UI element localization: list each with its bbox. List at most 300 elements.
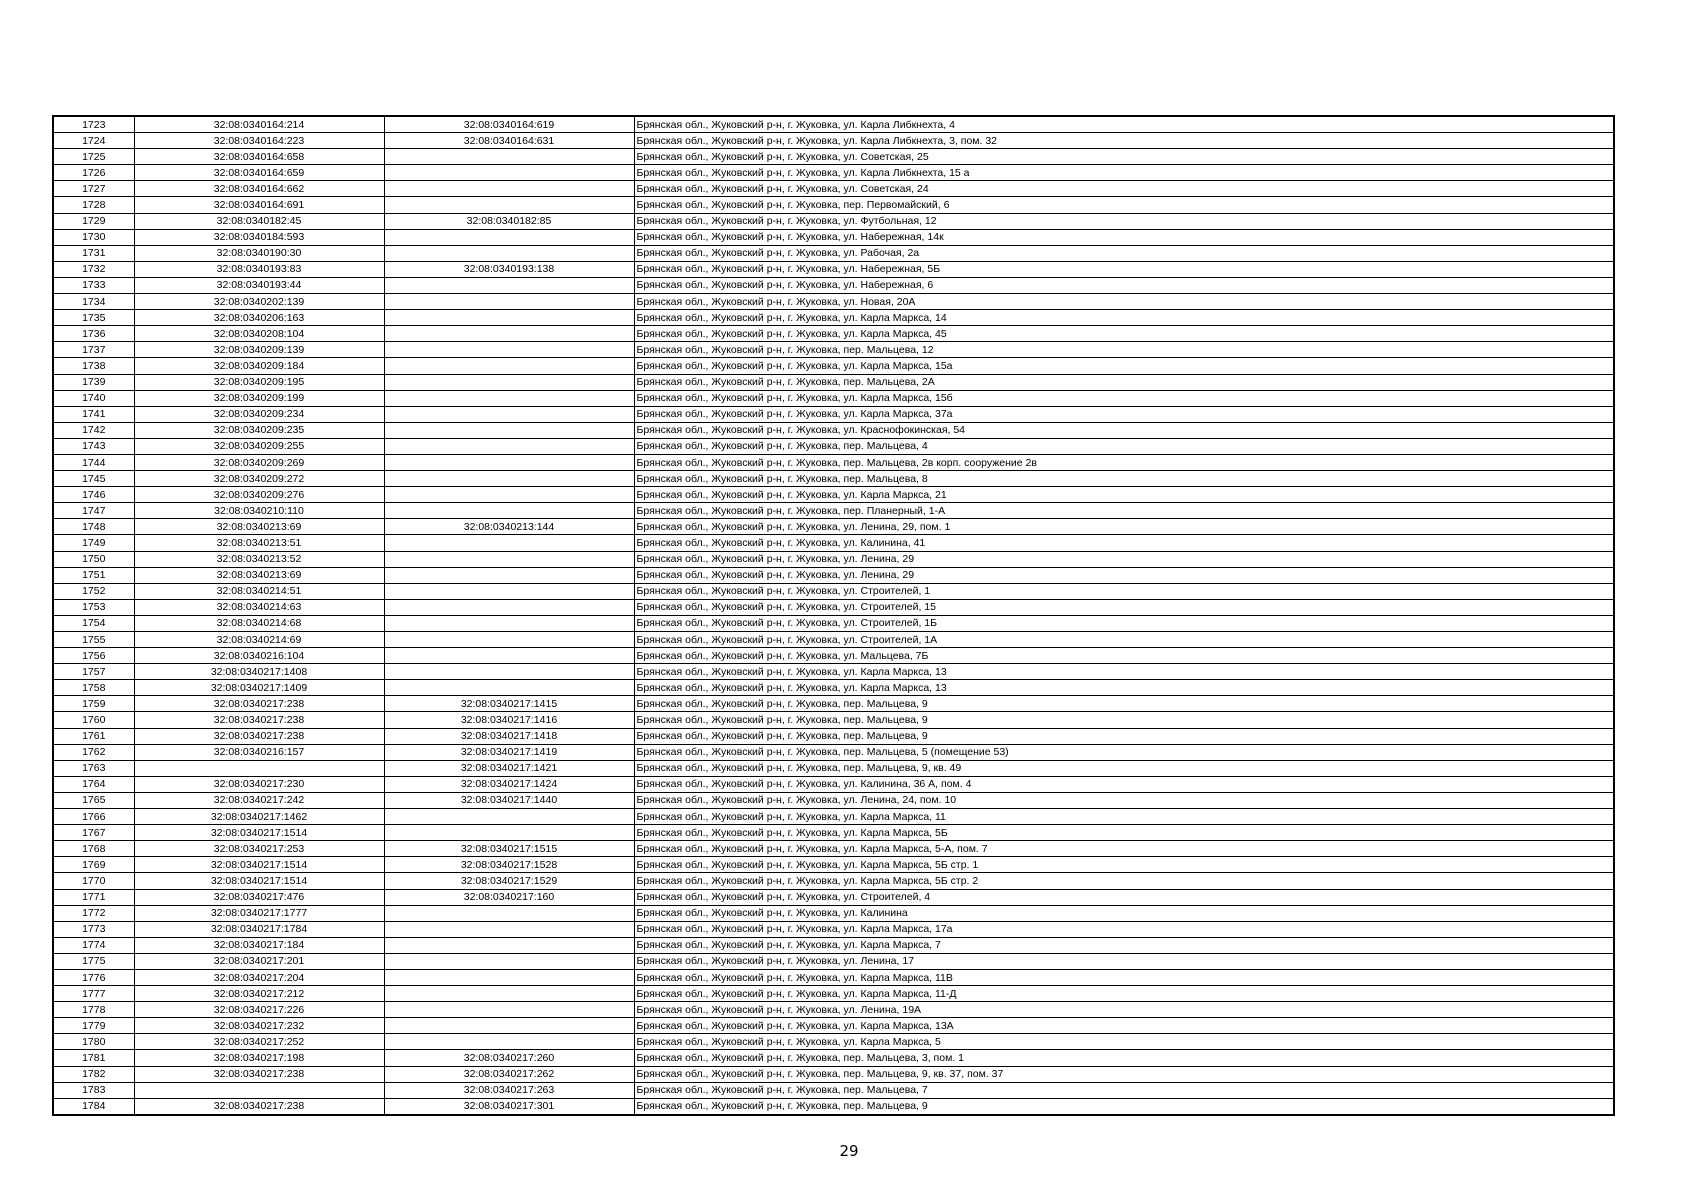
cadastral-number-cell: 32:08:0340193:44 <box>134 277 384 293</box>
object-cadastral-number-cell <box>384 503 634 519</box>
row-number-cell: 1750 <box>53 551 134 567</box>
cadastral-number-cell: 32:08:0340164:658 <box>134 149 384 165</box>
object-cadastral-number-cell <box>384 986 634 1002</box>
address-cell: Брянская обл., Жуковский р-н, г. Жуковка, ул. Карла Либкнехта, 4 <box>634 116 1614 133</box>
cadastral-number-cell: 32:08:0340217:201 <box>134 953 384 969</box>
object-cadastral-number-cell <box>384 229 634 245</box>
table-row <box>53 599 1614 615</box>
address-cell: Брянская обл., Жуковский р-н, г. Жуковка, ул. Карла Либкнехта, 3, пом. 32 <box>634 133 1614 149</box>
table-row <box>53 551 1614 567</box>
address-cell: Брянская обл., Жуковский р-н, г. Жуковка, ул. Карла Маркса, 5Б стр. 1 <box>634 857 1614 873</box>
address-cell: Брянская обл., Жуковский р-н, г. Жуковка, ул. Строителей, 1А <box>634 632 1614 648</box>
object-cadastral-number-cell <box>384 310 634 326</box>
address-cell: Брянская обл., Жуковский р-н, г. Жуковка, пер. Мальцева, 2в корп. сооружение 2в <box>634 454 1614 470</box>
row-number-cell: 1725 <box>53 149 134 165</box>
table-row <box>53 406 1614 422</box>
table-row <box>53 680 1614 696</box>
address-cell: Брянская обл., Жуковский р-н, г. Жуковка, ул. Карла Маркса, 5Б стр. 2 <box>634 873 1614 889</box>
object-cadastral-number-cell <box>384 406 634 422</box>
row-number-cell: 1728 <box>53 197 134 213</box>
object-cadastral-number-cell <box>384 438 634 454</box>
cadastral-number-cell: 32:08:0340217:238 <box>134 1066 384 1082</box>
object-cadastral-number-cell <box>384 921 634 937</box>
table-row <box>53 471 1614 487</box>
object-cadastral-number-cell: 32:08:0340182:85 <box>384 213 634 229</box>
table-row <box>53 953 1614 969</box>
row-number-cell: 1784 <box>53 1098 134 1115</box>
address-cell: Брянская обл., Жуковский р-н, г. Жуковка, пер. Мальцева, 4 <box>634 438 1614 454</box>
object-cadastral-number-cell: 32:08:0340217:1529 <box>384 873 634 889</box>
row-number-cell: 1771 <box>53 889 134 905</box>
cadastral-number-cell: 32:08:0340213:51 <box>134 535 384 551</box>
table-row <box>53 213 1614 229</box>
object-cadastral-number-cell <box>384 471 634 487</box>
address-cell: Брянская обл., Жуковский р-н, г. Жуковка, ул. Советская, 24 <box>634 181 1614 197</box>
table-row <box>53 905 1614 921</box>
table-row <box>53 1066 1614 1082</box>
address-cell: Брянская обл., Жуковский р-н, г. Жуковка, ул. Карла Маркса, 45 <box>634 326 1614 342</box>
cadastral-number-cell: 32:08:0340214:51 <box>134 583 384 599</box>
row-number-cell: 1778 <box>53 1002 134 1018</box>
table-row <box>53 1050 1614 1066</box>
object-cadastral-number-cell <box>384 422 634 438</box>
cadastral-number-cell: 32:08:0340209:199 <box>134 390 384 406</box>
cadastral-number-cell: 32:08:0340209:234 <box>134 406 384 422</box>
address-cell: Брянская обл., Жуковский р-н, г. Жуковка, пер. Планерный, 1-А <box>634 503 1614 519</box>
table-row <box>53 873 1614 889</box>
table-row <box>53 245 1614 261</box>
table-row <box>53 760 1614 776</box>
address-cell: Брянская обл., Жуковский р-н, г. Жуковка, ул. Футбольная, 12 <box>634 213 1614 229</box>
address-cell: Брянская обл., Жуковский р-н, г. Жуковка, ул. Карла Маркса, 14 <box>634 310 1614 326</box>
address-cell: Брянская обл., Жуковский р-н, г. Жуковка, ул. Набережная, 14к <box>634 229 1614 245</box>
object-cadastral-number-cell <box>384 390 634 406</box>
address-cell: Брянская обл., Жуковский р-н, г. Жуковка, пер. Мальцева, 8 <box>634 471 1614 487</box>
cadastral-number-cell: 32:08:0340164:214 <box>134 116 384 133</box>
row-number-cell: 1777 <box>53 986 134 1002</box>
cadastral-number-cell: 32:08:0340217:1777 <box>134 905 384 921</box>
row-number-cell: 1756 <box>53 648 134 664</box>
table-row <box>53 133 1614 149</box>
address-cell: Брянская обл., Жуковский р-н, г. Жуковка, ул. Ленина, 29 <box>634 567 1614 583</box>
cadastral-number-cell: 32:08:0340208:104 <box>134 326 384 342</box>
cadastral-number-cell: 32:08:0340217:476 <box>134 889 384 905</box>
row-number-cell: 1757 <box>53 664 134 680</box>
cadastral-number-cell: 32:08:0340216:104 <box>134 648 384 664</box>
object-cadastral-number-cell: 32:08:0340217:1421 <box>384 760 634 776</box>
cadastral-number-cell: 32:08:0340164:659 <box>134 165 384 181</box>
row-number-cell: 1737 <box>53 342 134 358</box>
address-cell: Брянская обл., Жуковский р-н, г. Жуковка, ул. Карла Либкнехта, 15 а <box>634 165 1614 181</box>
address-cell: Брянская обл., Жуковский р-н, г. Жуковка, ул. Набережная, 5Б <box>634 261 1614 277</box>
address-cell: Брянская обл., Жуковский р-н, г. Жуковка, ул. Карла Маркса, 15б <box>634 390 1614 406</box>
object-cadastral-number-cell <box>384 535 634 551</box>
cadastral-number-cell: 32:08:0340217:252 <box>134 1034 384 1050</box>
row-number-cell: 1747 <box>53 503 134 519</box>
row-number-cell: 1741 <box>53 406 134 422</box>
object-cadastral-number-cell: 32:08:0340217:262 <box>384 1066 634 1082</box>
cadastral-number-cell: 32:08:0340202:139 <box>134 294 384 310</box>
table-row <box>53 454 1614 470</box>
object-cadastral-number-cell <box>384 277 634 293</box>
table-row <box>53 615 1614 631</box>
object-cadastral-number-cell <box>384 374 634 390</box>
table-row <box>53 294 1614 310</box>
address-cell: Брянская обл., Жуковский р-н, г. Жуковка, ул. Карла Маркса, 13А <box>634 1018 1614 1034</box>
cadastral-number-cell: 32:08:0340182:45 <box>134 213 384 229</box>
object-cadastral-number-cell: 32:08:0340217:260 <box>384 1050 634 1066</box>
row-number-cell: 1730 <box>53 229 134 245</box>
cadastral-number-cell: 32:08:0340209:255 <box>134 438 384 454</box>
address-cell: Брянская обл., Жуковский р-н, г. Жуковка, ул. Ленина, 19А <box>634 1002 1614 1018</box>
object-cadastral-number-cell: 32:08:0340164:619 <box>384 116 634 133</box>
cadastral-number-cell: 32:08:0340217:253 <box>134 841 384 857</box>
object-cadastral-number-cell <box>384 583 634 599</box>
row-number-cell: 1761 <box>53 728 134 744</box>
object-cadastral-number-cell <box>384 615 634 631</box>
cadastral-number-cell: 32:08:0340210:110 <box>134 503 384 519</box>
address-cell: Брянская обл., Жуковский р-н, г. Жуковка, ул. Карла Маркса, 37а <box>634 406 1614 422</box>
cadastral-number-cell: 32:08:0340217:1514 <box>134 857 384 873</box>
cadastral-number-cell: 32:08:0340209:139 <box>134 342 384 358</box>
object-cadastral-number-cell <box>384 599 634 615</box>
cadastral-number-cell: 32:08:0340209:276 <box>134 487 384 503</box>
address-cell: Брянская обл., Жуковский р-н, г. Жуковка, ул. Строителей, 1Б <box>634 615 1614 631</box>
row-number-cell: 1755 <box>53 632 134 648</box>
row-number-cell: 1739 <box>53 374 134 390</box>
row-number-cell: 1748 <box>53 519 134 535</box>
row-number-cell: 1732 <box>53 261 134 277</box>
address-cell: Брянская обл., Жуковский р-н, г. Жуковка, ул. Советская, 25 <box>634 149 1614 165</box>
row-number-cell: 1763 <box>53 760 134 776</box>
cadastral-number-cell: 32:08:0340213:52 <box>134 551 384 567</box>
table-row <box>53 342 1614 358</box>
cadastral-number-cell: 32:08:0340213:69 <box>134 567 384 583</box>
address-cell: Брянская обл., Жуковский р-н, г. Жуковка, ул. Строителей, 4 <box>634 889 1614 905</box>
address-cell: Брянская обл., Жуковский р-н, г. Жуковка, ул. Карла Маркса, 21 <box>634 487 1614 503</box>
cadastral-table-body <box>53 116 1614 1115</box>
row-number-cell: 1734 <box>53 294 134 310</box>
cadastral-number-cell: 32:08:0340206:163 <box>134 310 384 326</box>
object-cadastral-number-cell <box>384 664 634 680</box>
cadastral-number-cell: 32:08:0340164:223 <box>134 133 384 149</box>
row-number-cell: 1742 <box>53 422 134 438</box>
table-row <box>53 116 1614 133</box>
row-number-cell: 1754 <box>53 615 134 631</box>
object-cadastral-number-cell: 32:08:0340217:160 <box>384 889 634 905</box>
table-row <box>53 261 1614 277</box>
row-number-cell: 1783 <box>53 1082 134 1098</box>
table-row <box>53 567 1614 583</box>
address-cell: Брянская обл., Жуковский р-н, г. Жуковка, пер. Мальцева, 5 (помещение 53) <box>634 744 1614 760</box>
object-cadastral-number-cell <box>384 1018 634 1034</box>
object-cadastral-number-cell <box>384 905 634 921</box>
object-cadastral-number-cell: 32:08:0340217:1415 <box>384 696 634 712</box>
address-cell: Брянская обл., Жуковский р-н, г. Жуковка, ул. Калинина, 36 А, пом. 4 <box>634 776 1614 792</box>
table-row <box>53 197 1614 213</box>
cadastral-number-cell: 32:08:0340217:212 <box>134 986 384 1002</box>
object-cadastral-number-cell: 32:08:0340217:1416 <box>384 712 634 728</box>
object-cadastral-number-cell <box>384 245 634 261</box>
address-cell: Брянская обл., Жуковский р-н, г. Жуковка, ул. Ленина, 17 <box>634 953 1614 969</box>
object-cadastral-number-cell <box>384 1034 634 1050</box>
cadastral-number-cell: 32:08:0340213:69 <box>134 519 384 535</box>
address-cell: Брянская обл., Жуковский р-н, г. Жуковка, ул. Ленина, 29 <box>634 551 1614 567</box>
cadastral-number-cell: 32:08:0340217:1409 <box>134 680 384 696</box>
table-row <box>53 648 1614 664</box>
address-cell: Брянская обл., Жуковский р-н, г. Жуковка, ул. Карла Маркса, 13 <box>634 664 1614 680</box>
row-number-cell: 1753 <box>53 599 134 615</box>
object-cadastral-number-cell <box>384 454 634 470</box>
table-row <box>53 277 1614 293</box>
address-cell: Брянская обл., Жуковский р-н, г. Жуковка, пер. Мальцева, 2А <box>634 374 1614 390</box>
row-number-cell: 1770 <box>53 873 134 889</box>
address-cell: Брянская обл., Жуковский р-н, г. Жуковка, ул. Карла Маркса, 11-Д <box>634 986 1614 1002</box>
row-number-cell: 1779 <box>53 1018 134 1034</box>
address-cell: Брянская обл., Жуковский р-н, г. Жуковка, ул. Карла Маркса, 5Б <box>634 825 1614 841</box>
cadastral-number-cell: 32:08:0340193:83 <box>134 261 384 277</box>
row-number-cell: 1729 <box>53 213 134 229</box>
cadastral-number-cell: 32:08:0340217:238 <box>134 728 384 744</box>
address-cell: Брянская обл., Жуковский р-н, г. Жуковка, пер. Мальцева, 9 <box>634 1098 1614 1115</box>
table-row <box>53 326 1614 342</box>
object-cadastral-number-cell: 32:08:0340217:1424 <box>384 776 634 792</box>
table-row <box>53 937 1614 953</box>
cadastral-number-cell: 32:08:0340209:195 <box>134 374 384 390</box>
object-cadastral-number-cell <box>384 680 634 696</box>
table-row <box>53 1002 1614 1018</box>
address-cell: Брянская обл., Жуковский р-н, г. Жуковка, ул. Карла Маркса, 17а <box>634 921 1614 937</box>
row-number-cell: 1772 <box>53 905 134 921</box>
cadastral-number-cell: 32:08:0340209:272 <box>134 471 384 487</box>
cadastral-number-cell: 32:08:0340214:63 <box>134 599 384 615</box>
cadastral-number-cell: 32:08:0340217:184 <box>134 937 384 953</box>
object-cadastral-number-cell <box>384 953 634 969</box>
object-cadastral-number-cell <box>384 969 634 985</box>
table-row <box>53 986 1614 1002</box>
address-cell: Брянская обл., Жуковский р-н, г. Жуковка, ул. Карла Маркса, 13 <box>634 680 1614 696</box>
object-cadastral-number-cell <box>384 1002 634 1018</box>
cadastral-number-cell: 32:08:0340214:69 <box>134 632 384 648</box>
object-cadastral-number-cell: 32:08:0340217:301 <box>384 1098 634 1115</box>
object-cadastral-number-cell <box>384 294 634 310</box>
table-row <box>53 583 1614 599</box>
object-cadastral-number-cell: 32:08:0340213:144 <box>384 519 634 535</box>
row-number-cell: 1740 <box>53 390 134 406</box>
object-cadastral-number-cell <box>384 197 634 213</box>
row-number-cell: 1746 <box>53 487 134 503</box>
address-cell: Брянская обл., Жуковский р-н, г. Жуковка, пер. Мальцева, 9 <box>634 728 1614 744</box>
row-number-cell: 1736 <box>53 326 134 342</box>
table-row <box>53 1098 1614 1115</box>
table-row <box>53 776 1614 792</box>
cadastral-number-cell: 32:08:0340209:235 <box>134 422 384 438</box>
object-cadastral-number-cell <box>384 809 634 825</box>
object-cadastral-number-cell <box>384 937 634 953</box>
table-row <box>53 519 1614 535</box>
table-row <box>53 181 1614 197</box>
row-number-cell: 1733 <box>53 277 134 293</box>
table-row <box>53 921 1614 937</box>
table-row <box>53 1034 1614 1050</box>
object-cadastral-number-cell <box>384 165 634 181</box>
table-row <box>53 841 1614 857</box>
address-cell: Брянская обл., Жуковский р-н, г. Жуковка, ул. Карла Маркса, 11В <box>634 969 1614 985</box>
cadastral-number-cell: 32:08:0340217:232 <box>134 1018 384 1034</box>
row-number-cell: 1775 <box>53 953 134 969</box>
object-cadastral-number-cell <box>384 149 634 165</box>
cadastral-number-cell: 32:08:0340217:238 <box>134 1098 384 1115</box>
address-cell: Брянская обл., Жуковский р-н, г. Жуковка, пер. Мальцева, 7 <box>634 1082 1614 1098</box>
address-cell: Брянская обл., Жуковский р-н, г. Жуковка, ул. Мальцева, 7Б <box>634 648 1614 664</box>
object-cadastral-number-cell <box>384 358 634 374</box>
table-row <box>53 664 1614 680</box>
address-cell: Брянская обл., Жуковский р-н, г. Жуковка, ул. Калинина, 41 <box>634 535 1614 551</box>
address-cell: Брянская обл., Жуковский р-н, г. Жуковка, ул. Калинина <box>634 905 1614 921</box>
cadastral-number-cell: 32:08:0340164:662 <box>134 181 384 197</box>
address-cell: Брянская обл., Жуковский р-н, г. Жуковка, ул. Набережная, 6 <box>634 277 1614 293</box>
object-cadastral-number-cell: 32:08:0340217:1418 <box>384 728 634 744</box>
table-row <box>53 422 1614 438</box>
table-row <box>53 165 1614 181</box>
row-number-cell: 1773 <box>53 921 134 937</box>
table-row <box>53 390 1614 406</box>
row-number-cell: 1727 <box>53 181 134 197</box>
row-number-cell: 1749 <box>53 535 134 551</box>
object-cadastral-number-cell: 32:08:0340217:1419 <box>384 744 634 760</box>
cadastral-number-cell: 32:08:0340217:230 <box>134 776 384 792</box>
cadastral-number-cell <box>134 1082 384 1098</box>
table-row <box>53 809 1614 825</box>
row-number-cell: 1776 <box>53 969 134 985</box>
cadastral-number-cell: 32:08:0340217:198 <box>134 1050 384 1066</box>
cadastral-table <box>52 115 1615 1116</box>
table-row <box>53 535 1614 551</box>
row-number-cell: 1731 <box>53 245 134 261</box>
row-number-cell: 1766 <box>53 809 134 825</box>
cadastral-number-cell: 32:08:0340217:1514 <box>134 825 384 841</box>
row-number-cell: 1759 <box>53 696 134 712</box>
row-number-cell: 1735 <box>53 310 134 326</box>
row-number-cell: 1743 <box>53 438 134 454</box>
address-cell: Брянская обл., Жуковский р-н, г. Жуковка, пер. Мальцева, 12 <box>634 342 1614 358</box>
object-cadastral-number-cell: 32:08:0340217:1515 <box>384 841 634 857</box>
table-row <box>53 632 1614 648</box>
cadastral-number-cell: 32:08:0340217:242 <box>134 792 384 808</box>
row-number-cell: 1724 <box>53 133 134 149</box>
page-number: 29 <box>839 1142 859 1160</box>
address-cell: Брянская обл., Жуковский р-н, г. Жуковка, ул. Строителей, 1 <box>634 583 1614 599</box>
address-cell: Брянская обл., Жуковский р-н, г. Жуковка, ул. Карла Маркса, 15а <box>634 358 1614 374</box>
cadastral-number-cell: 32:08:0340216:157 <box>134 744 384 760</box>
table-row <box>53 438 1614 454</box>
object-cadastral-number-cell <box>384 181 634 197</box>
cadastral-number-cell: 32:08:0340217:238 <box>134 712 384 728</box>
object-cadastral-number-cell <box>384 632 634 648</box>
cadastral-number-cell: 32:08:0340217:1408 <box>134 664 384 680</box>
row-number-cell: 1774 <box>53 937 134 953</box>
row-number-cell: 1760 <box>53 712 134 728</box>
object-cadastral-number-cell: 32:08:0340217:1528 <box>384 857 634 873</box>
cadastral-number-cell: 32:08:0340217:226 <box>134 1002 384 1018</box>
address-cell: Брянская обл., Жуковский р-н, г. Жуковка, пер. Первомайский, 6 <box>634 197 1614 213</box>
address-cell: Брянская обл., Жуковский р-н, г. Жуковка, пер. Мальцева, 3, пом. 1 <box>634 1050 1614 1066</box>
table-row <box>53 229 1614 245</box>
address-cell: Брянская обл., Жуковский р-н, г. Жуковка, ул. Ленина, 24, пом. 10 <box>634 792 1614 808</box>
cadastral-number-cell: 32:08:0340217:1784 <box>134 921 384 937</box>
address-cell: Брянская обл., Жуковский р-н, г. Жуковка, пер. Мальцева, 9, кв. 49 <box>634 760 1614 776</box>
cadastral-number-cell: 32:08:0340217:1514 <box>134 873 384 889</box>
object-cadastral-number-cell: 32:08:0340164:631 <box>384 133 634 149</box>
table-row <box>53 712 1614 728</box>
table-row <box>53 374 1614 390</box>
address-cell: Брянская обл., Жуковский р-н, г. Жуковка, пер. Мальцева, 9 <box>634 696 1614 712</box>
row-number-cell: 1752 <box>53 583 134 599</box>
row-number-cell: 1738 <box>53 358 134 374</box>
row-number-cell: 1745 <box>53 471 134 487</box>
object-cadastral-number-cell <box>384 648 634 664</box>
address-cell: Брянская обл., Жуковский р-н, г. Жуковка, ул. Рабочая, 2а <box>634 245 1614 261</box>
table-row <box>53 825 1614 841</box>
row-number-cell: 1765 <box>53 792 134 808</box>
object-cadastral-number-cell <box>384 825 634 841</box>
row-number-cell: 1780 <box>53 1034 134 1050</box>
table-row <box>53 358 1614 374</box>
table-row <box>53 503 1614 519</box>
address-cell: Брянская обл., Жуковский р-н, г. Жуковка, ул. Карла Маркса, 7 <box>634 937 1614 953</box>
row-number-cell: 1751 <box>53 567 134 583</box>
object-cadastral-number-cell: 32:08:0340193:138 <box>384 261 634 277</box>
row-number-cell: 1767 <box>53 825 134 841</box>
address-cell: Брянская обл., Жуковский р-н, г. Жуковка, ул. Карла Маркса, 5-А, пом. 7 <box>634 841 1614 857</box>
cadastral-number-cell: 32:08:0340209:269 <box>134 454 384 470</box>
row-number-cell: 1726 <box>53 165 134 181</box>
cadastral-number-cell: 32:08:0340184:593 <box>134 229 384 245</box>
object-cadastral-number-cell <box>384 326 634 342</box>
table-row <box>53 310 1614 326</box>
table-row <box>53 728 1614 744</box>
row-number-cell: 1768 <box>53 841 134 857</box>
row-number-cell: 1781 <box>53 1050 134 1066</box>
row-number-cell: 1769 <box>53 857 134 873</box>
cadastral-number-cell: 32:08:0340190:30 <box>134 245 384 261</box>
cadastral-number-cell: 32:08:0340214:68 <box>134 615 384 631</box>
cadastral-number-cell: 32:08:0340217:204 <box>134 969 384 985</box>
table-row <box>53 696 1614 712</box>
address-cell: Брянская обл., Жуковский р-н, г. Жуковка, ул. Ленина, 29, пом. 1 <box>634 519 1614 535</box>
address-cell: Брянская обл., Жуковский р-н, г. Жуковка, ул. Краснофокинская, 54 <box>634 422 1614 438</box>
table-row <box>53 857 1614 873</box>
table-row <box>53 889 1614 905</box>
row-number-cell: 1723 <box>53 116 134 133</box>
address-cell: Брянская обл., Жуковский р-н, г. Жуковка, пер. Мальцева, 9, кв. 37, пом. 37 <box>634 1066 1614 1082</box>
cadastral-number-cell <box>134 760 384 776</box>
table-row <box>53 969 1614 985</box>
address-cell: Брянская обл., Жуковский р-н, г. Жуковка, ул. Новая, 20А <box>634 294 1614 310</box>
object-cadastral-number-cell <box>384 342 634 358</box>
cadastral-number-cell: 32:08:0340217:1462 <box>134 809 384 825</box>
cadastral-number-cell: 32:08:0340209:184 <box>134 358 384 374</box>
row-number-cell: 1744 <box>53 454 134 470</box>
address-cell: Брянская обл., Жуковский р-н, г. Жуковка, ул. Строителей, 15 <box>634 599 1614 615</box>
object-cadastral-number-cell <box>384 567 634 583</box>
object-cadastral-number-cell <box>384 551 634 567</box>
cadastral-number-cell: 32:08:0340217:238 <box>134 696 384 712</box>
table-row <box>53 1082 1614 1098</box>
row-number-cell: 1758 <box>53 680 134 696</box>
table-row <box>53 487 1614 503</box>
object-cadastral-number-cell <box>384 487 634 503</box>
